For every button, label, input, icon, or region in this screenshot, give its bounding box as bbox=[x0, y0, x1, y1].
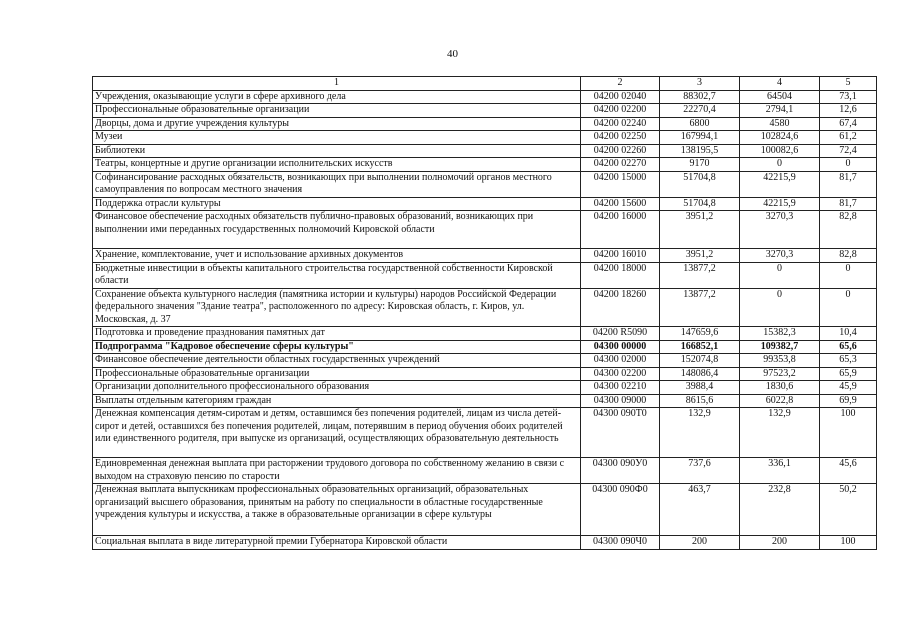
header-col-4: 4 bbox=[740, 77, 820, 91]
row-percent-cell: 65,9 bbox=[820, 367, 877, 381]
row-code-cell: 04200 18260 bbox=[581, 288, 660, 327]
row-code-cell: 04200 02240 bbox=[581, 117, 660, 131]
table-row bbox=[93, 381, 877, 395]
row-name-cell: Подпрограмма "Кадровое обеспечение сферы культуры" bbox=[93, 340, 581, 354]
table-row bbox=[93, 536, 877, 550]
row-name-cell: Финансовое обеспечение деятельности областных государственных учреждений bbox=[93, 354, 581, 368]
budget-table bbox=[92, 76, 877, 550]
row-percent-cell: 82,8 bbox=[820, 249, 877, 263]
table-row bbox=[93, 288, 877, 327]
row-actual-value-cell: 3270,3 bbox=[740, 211, 820, 249]
row-actual-value-cell: 232,8 bbox=[740, 484, 820, 536]
row-name-cell: Библиотеки bbox=[93, 144, 581, 158]
table-row bbox=[93, 197, 877, 211]
row-percent-cell: 45,9 bbox=[820, 381, 877, 395]
row-name-cell: Сохранение объекта культурного наследия (памятника истории и культуры) народов Российской Федерации федерального значения "Здание театра", расположенного по адресу: Кировская область, г. Киров, ул. Московская, д. 37 bbox=[93, 288, 581, 327]
row-code-cell: 04200 15000 bbox=[581, 171, 660, 197]
row-code-cell: 04300 090Ч0 bbox=[581, 536, 660, 550]
table-row bbox=[93, 340, 877, 354]
row-plan-value-cell: 463,7 bbox=[660, 484, 740, 536]
row-name-cell: Организации дополнительного профессионального образования bbox=[93, 381, 581, 395]
row-actual-value-cell: 3270,3 bbox=[740, 249, 820, 263]
row-percent-cell: 73,1 bbox=[820, 90, 877, 104]
row-plan-value-cell: 13877,2 bbox=[660, 262, 740, 288]
row-percent-cell: 50,2 bbox=[820, 484, 877, 536]
row-code-cell: 04300 090У0 bbox=[581, 458, 660, 484]
header-col-5: 5 bbox=[820, 77, 877, 91]
row-code-cell: 04300 02210 bbox=[581, 381, 660, 395]
table-row bbox=[93, 90, 877, 104]
table-row bbox=[93, 117, 877, 131]
row-plan-value-cell: 22270,4 bbox=[660, 104, 740, 118]
row-actual-value-cell: 109382,7 bbox=[740, 340, 820, 354]
row-plan-value-cell: 148086,4 bbox=[660, 367, 740, 381]
row-code-cell: 04300 02000 bbox=[581, 354, 660, 368]
table-row bbox=[93, 408, 877, 458]
row-name-cell: Выплаты отдельным категориям граждан bbox=[93, 394, 581, 408]
row-code-cell: 04200 02040 bbox=[581, 90, 660, 104]
row-actual-value-cell: 1830,6 bbox=[740, 381, 820, 395]
row-plan-value-cell: 51704,8 bbox=[660, 197, 740, 211]
row-code-cell: 04200 R5090 bbox=[581, 327, 660, 341]
row-actual-value-cell: 336,1 bbox=[740, 458, 820, 484]
row-plan-value-cell: 88302,7 bbox=[660, 90, 740, 104]
table-row bbox=[93, 171, 877, 197]
row-percent-cell: 0 bbox=[820, 158, 877, 172]
row-plan-value-cell: 737,6 bbox=[660, 458, 740, 484]
row-percent-cell: 10,4 bbox=[820, 327, 877, 341]
row-name-cell: Денежная компенсация детям-сиротам и детям, оставшимся без попечения родителей, лицам из числа детей-сирот и детей, оставшихся без попечения родителей, лицам, потерявшим в период обучения обоих родителей или единственного родителя, при выпуске из организаций, осуществляющих образовательную деятельность bbox=[93, 408, 581, 458]
table-row bbox=[93, 262, 877, 288]
row-name-cell: Музеи bbox=[93, 131, 581, 145]
row-actual-value-cell: 0 bbox=[740, 262, 820, 288]
row-percent-cell: 45,6 bbox=[820, 458, 877, 484]
row-plan-value-cell: 8615,6 bbox=[660, 394, 740, 408]
row-name-cell: Учреждения, оказывающие услуги в сфере архивного дела bbox=[93, 90, 581, 104]
row-name-cell: Единовременная денежная выплата при расторжении трудового договора по собственному желанию в связи с выходом на страховую пенсию по старости bbox=[93, 458, 581, 484]
table-row bbox=[93, 249, 877, 263]
table-row bbox=[93, 131, 877, 145]
row-name-cell: Дворцы, дома и другие учреждения культуры bbox=[93, 117, 581, 131]
row-percent-cell: 69,9 bbox=[820, 394, 877, 408]
row-plan-value-cell: 9170 bbox=[660, 158, 740, 172]
row-percent-cell: 81,7 bbox=[820, 171, 877, 197]
row-code-cell: 04300 09000 bbox=[581, 394, 660, 408]
row-percent-cell: 67,4 bbox=[820, 117, 877, 131]
row-plan-value-cell: 51704,8 bbox=[660, 171, 740, 197]
row-percent-cell: 82,8 bbox=[820, 211, 877, 249]
row-plan-value-cell: 166852,1 bbox=[660, 340, 740, 354]
row-actual-value-cell: 2794,1 bbox=[740, 104, 820, 118]
table-row bbox=[93, 354, 877, 368]
page-number: 40 bbox=[447, 48, 458, 60]
row-name-cell: Профессиональные образовательные организации bbox=[93, 367, 581, 381]
row-actual-value-cell: 64504 bbox=[740, 90, 820, 104]
row-code-cell: 04200 15600 bbox=[581, 197, 660, 211]
row-plan-value-cell: 3951,2 bbox=[660, 211, 740, 249]
row-code-cell: 04200 16010 bbox=[581, 249, 660, 263]
table-row bbox=[93, 394, 877, 408]
row-actual-value-cell: 132,9 bbox=[740, 408, 820, 458]
row-code-cell: 04300 090Ф0 bbox=[581, 484, 660, 536]
row-code-cell: 04200 16000 bbox=[581, 211, 660, 249]
row-plan-value-cell: 13877,2 bbox=[660, 288, 740, 327]
row-actual-value-cell: 42215,9 bbox=[740, 197, 820, 211]
row-percent-cell: 12,6 bbox=[820, 104, 877, 118]
table-row bbox=[93, 484, 877, 536]
row-code-cell: 04200 02200 bbox=[581, 104, 660, 118]
row-actual-value-cell: 6022,8 bbox=[740, 394, 820, 408]
row-plan-value-cell: 138195,5 bbox=[660, 144, 740, 158]
row-name-cell: Финансовое обеспечение расходных обязательств публично-правовых образований, возникающих при выполнении ими переданных государственных полномочий Кировской области bbox=[93, 211, 581, 249]
table-row bbox=[93, 144, 877, 158]
row-actual-value-cell: 42215,9 bbox=[740, 171, 820, 197]
header-col-3: 3 bbox=[660, 77, 740, 91]
row-actual-value-cell: 0 bbox=[740, 158, 820, 172]
row-actual-value-cell: 200 bbox=[740, 536, 820, 550]
table-row bbox=[93, 158, 877, 172]
row-percent-cell: 0 bbox=[820, 262, 877, 288]
row-plan-value-cell: 152074,8 bbox=[660, 354, 740, 368]
header-col-2: 2 bbox=[581, 77, 660, 91]
row-actual-value-cell: 99353,8 bbox=[740, 354, 820, 368]
row-percent-cell: 100 bbox=[820, 408, 877, 458]
row-plan-value-cell: 147659,6 bbox=[660, 327, 740, 341]
row-percent-cell: 81,7 bbox=[820, 197, 877, 211]
table-row bbox=[93, 367, 877, 381]
row-code-cell: 04200 18000 bbox=[581, 262, 660, 288]
row-name-cell: Софинансирование расходных обязательств, возникающих при выполнении полномочий органов местного самоуправления по вопросам местного значения bbox=[93, 171, 581, 197]
row-percent-cell: 61,2 bbox=[820, 131, 877, 145]
row-name-cell: Театры, концертные и другие организации исполнительских искусств bbox=[93, 158, 581, 172]
table-row bbox=[93, 327, 877, 341]
row-name-cell: Социальная выплата в виде литературной премии Губернатора Кировской области bbox=[93, 536, 581, 550]
row-code-cell: 04200 02250 bbox=[581, 131, 660, 145]
table-header-row bbox=[93, 77, 877, 91]
row-name-cell: Профессиональные образовательные организации bbox=[93, 104, 581, 118]
row-code-cell: 04200 02270 bbox=[581, 158, 660, 172]
row-name-cell: Подготовка и проведение празднования памятных дат bbox=[93, 327, 581, 341]
table-row bbox=[93, 458, 877, 484]
row-code-cell: 04300 00000 bbox=[581, 340, 660, 354]
table-row bbox=[93, 104, 877, 118]
row-name-cell: Поддержка отрасли культуры bbox=[93, 197, 581, 211]
row-name-cell: Денежная выплата выпускникам профессиональных образовательных организаций, образовательных организаций высшего образования, принятым на работу по специальности в областные государственные учреждения культуры и искусства, а также в образовательные организации в сфере культуры bbox=[93, 484, 581, 536]
row-percent-cell: 72,4 bbox=[820, 144, 877, 158]
row-code-cell: 04300 090Т0 bbox=[581, 408, 660, 458]
row-actual-value-cell: 4580 bbox=[740, 117, 820, 131]
row-percent-cell: 100 bbox=[820, 536, 877, 550]
row-actual-value-cell: 0 bbox=[740, 288, 820, 327]
row-code-cell: 04200 02260 bbox=[581, 144, 660, 158]
row-percent-cell: 65,3 bbox=[820, 354, 877, 368]
table-row bbox=[93, 211, 877, 249]
header-col-1: 1 bbox=[93, 77, 581, 91]
row-actual-value-cell: 102824,6 bbox=[740, 131, 820, 145]
row-plan-value-cell: 6800 bbox=[660, 117, 740, 131]
row-plan-value-cell: 200 bbox=[660, 536, 740, 550]
row-plan-value-cell: 3951,2 bbox=[660, 249, 740, 263]
row-actual-value-cell: 15382,3 bbox=[740, 327, 820, 341]
row-code-cell: 04300 02200 bbox=[581, 367, 660, 381]
row-name-cell: Хранение, комплектование, учет и использование архивных документов bbox=[93, 249, 581, 263]
row-percent-cell: 0 bbox=[820, 288, 877, 327]
row-plan-value-cell: 167994,1 bbox=[660, 131, 740, 145]
row-percent-cell: 65,6 bbox=[820, 340, 877, 354]
row-actual-value-cell: 100082,6 bbox=[740, 144, 820, 158]
row-plan-value-cell: 132,9 bbox=[660, 408, 740, 458]
row-actual-value-cell: 97523,2 bbox=[740, 367, 820, 381]
row-name-cell: Бюджетные инвестиции в объекты капитального строительства государственной собственности Кировской области bbox=[93, 262, 581, 288]
row-plan-value-cell: 3988,4 bbox=[660, 381, 740, 395]
